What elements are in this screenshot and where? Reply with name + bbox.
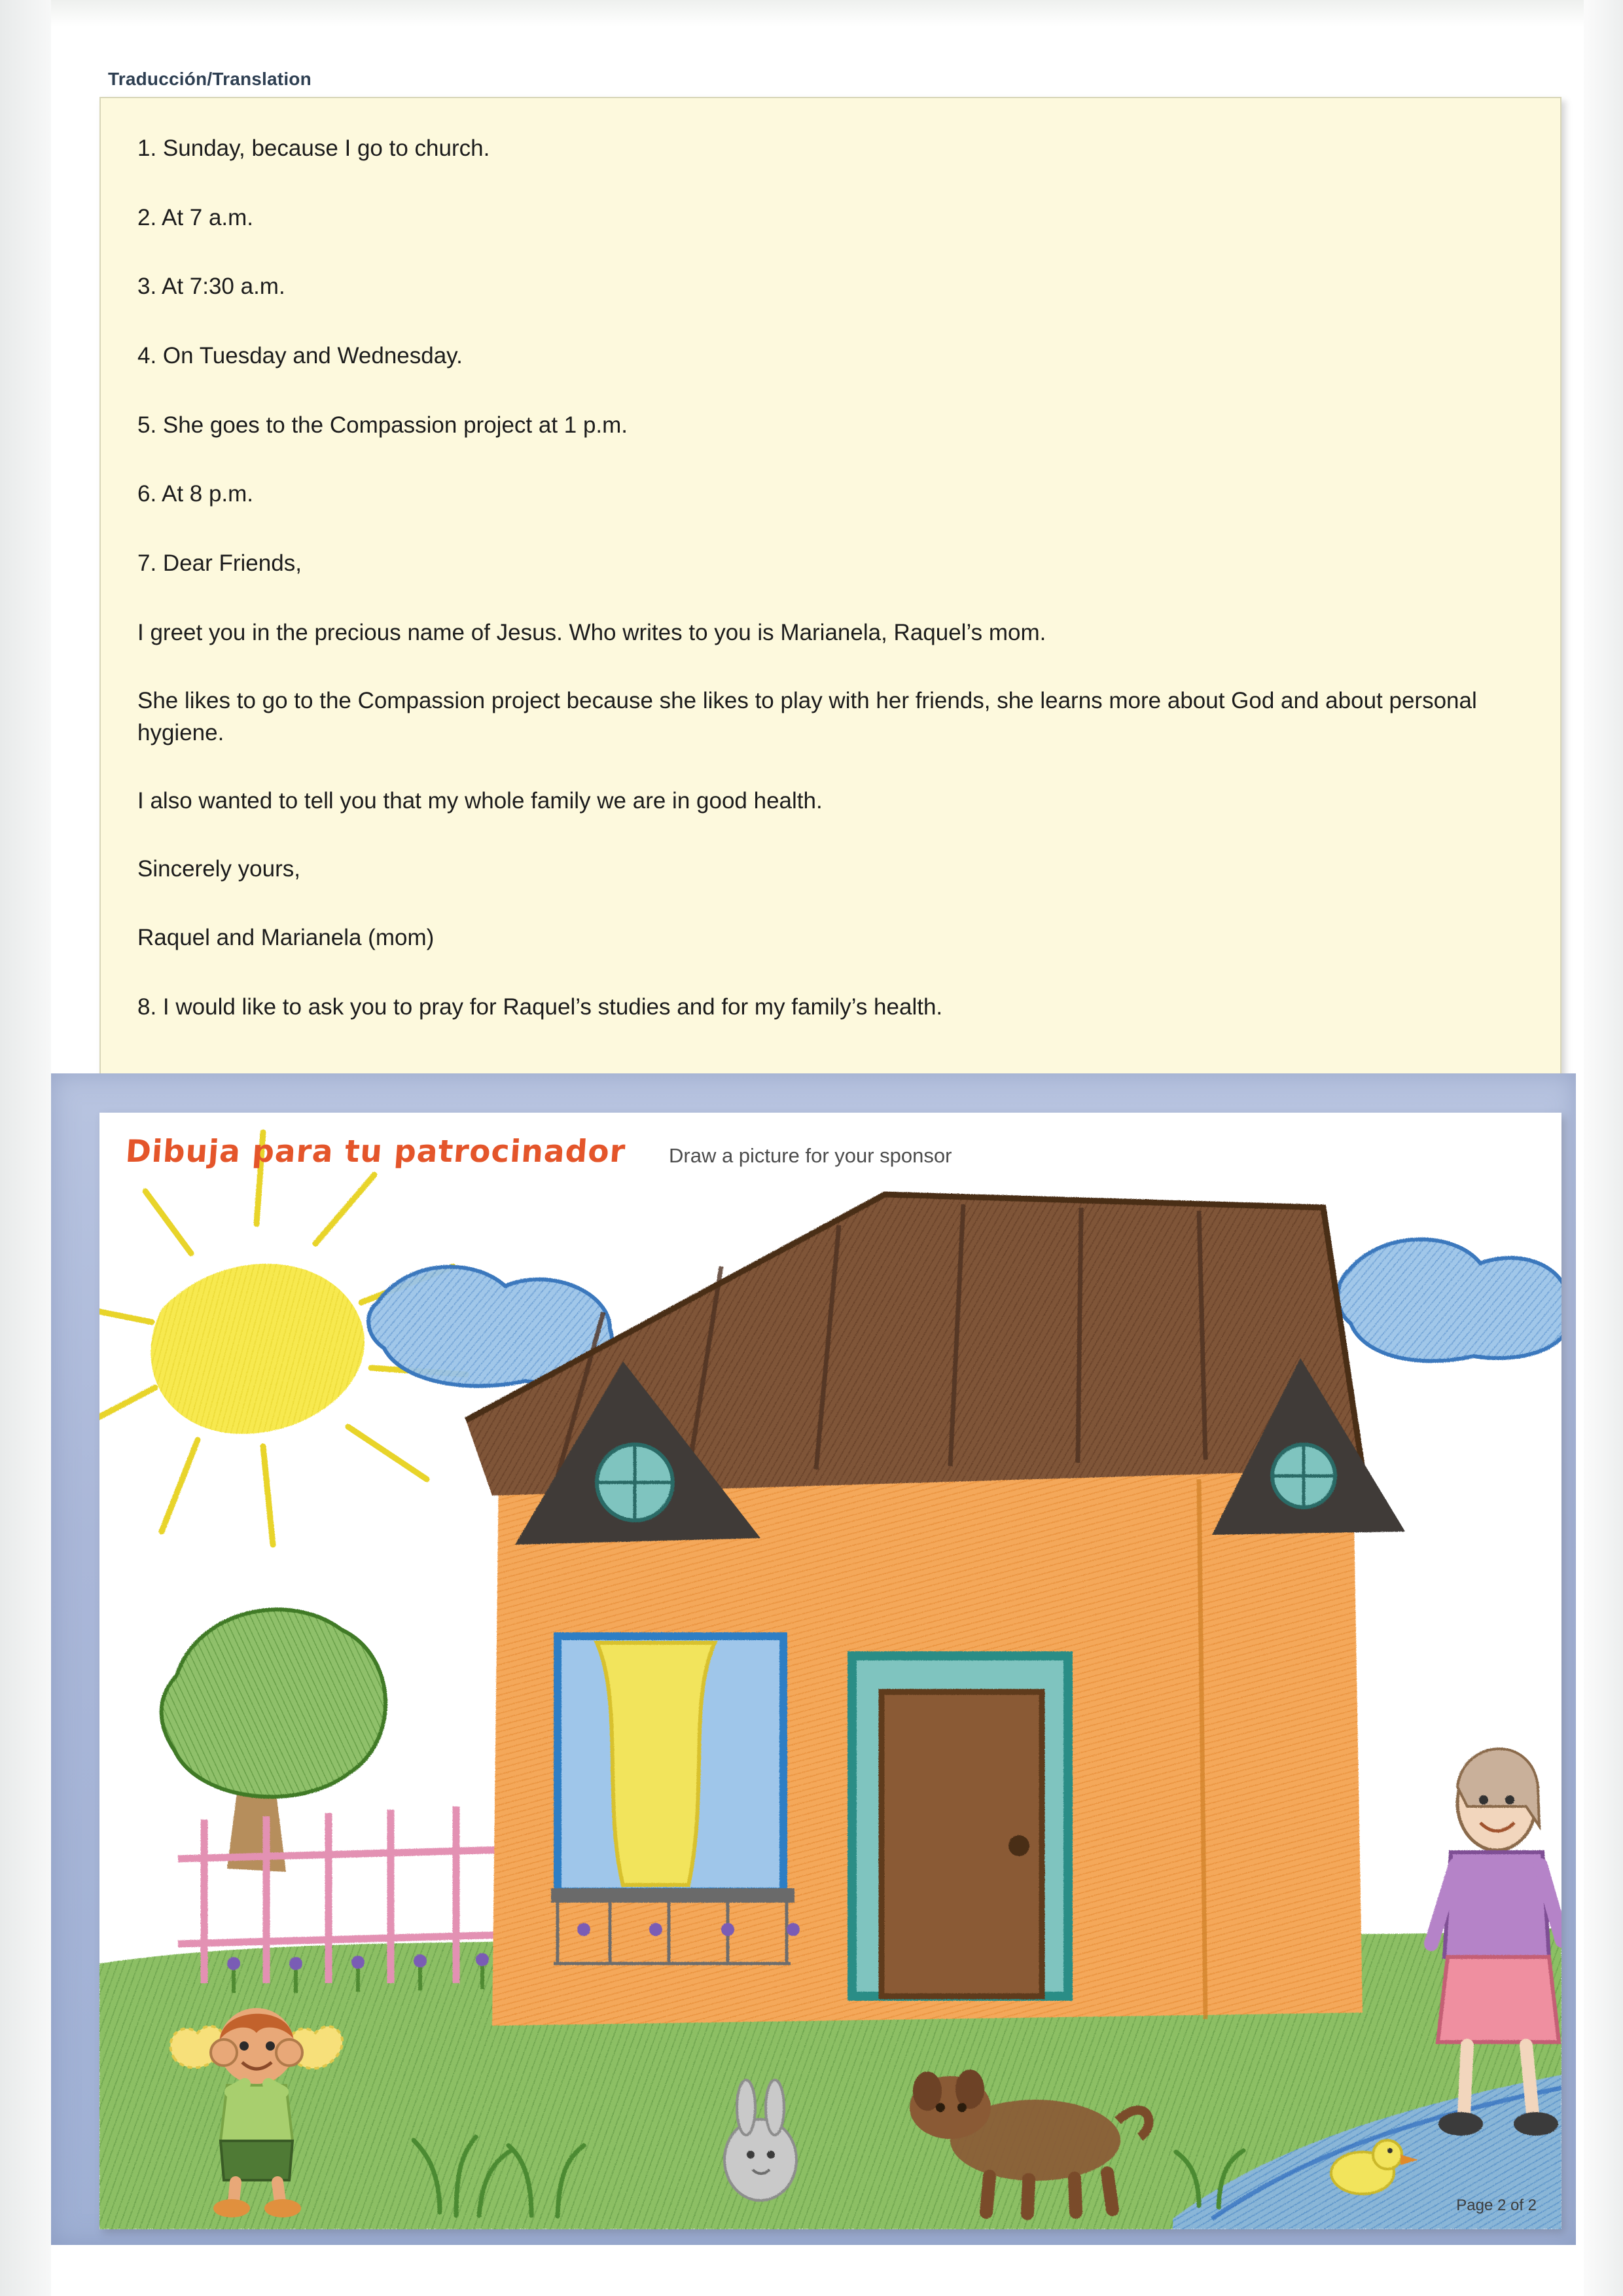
page-number: Page 2 of 2 (1456, 2197, 1537, 2214)
translation-paragraph: I also wanted to tell you that my whole family we are in good health. (137, 787, 823, 814)
drawing-panel (99, 1113, 1561, 2229)
drawing-title-spanish: Dibuja para tu patrocinador (124, 1134, 627, 1170)
translation-closing: Sincerely yours, (137, 855, 300, 882)
translation-line: 3. At 7:30 a.m. (137, 274, 285, 300)
translation-signature: Raquel and Marianela (mom) (137, 925, 435, 951)
scan-edge-left (0, 0, 51, 2296)
drawing-title-english: Draw a picture for your sponsor (669, 1144, 952, 1167)
translation-line: 1. Sunday, because I go to church. (137, 135, 490, 161)
scan-edge-top (0, 0, 1623, 26)
scan-edge-right (1584, 0, 1623, 2296)
translation-line: 6. At 8 p.m. (137, 481, 254, 507)
translation-header: Traducción/Translation (108, 69, 312, 89)
sticker-boy-illustration (158, 1961, 355, 2223)
translation-panel (99, 97, 1561, 1079)
translation-paragraph: I greet you in the precious name of Jesus. Who writes to you is Marianela, Raquel’s mom. (137, 619, 1046, 645)
translation-line: 5. She goes to the Compassion project at 1 p.m. (137, 412, 628, 438)
translation-paragraph: She likes to go to the Compassion project because she likes to play with her friends, she learns more about God and about personal hygiene. (137, 687, 1477, 746)
translation-line: 8. I would like to ask you to pray for Raquel’s studies and for my family’s health. (137, 994, 943, 1020)
translation-line: 7. Dear Friends, (137, 550, 302, 577)
translation-line: 4. On Tuesday and Wednesday. (137, 343, 463, 369)
translation-line: 2. At 7 a.m. (137, 204, 254, 230)
